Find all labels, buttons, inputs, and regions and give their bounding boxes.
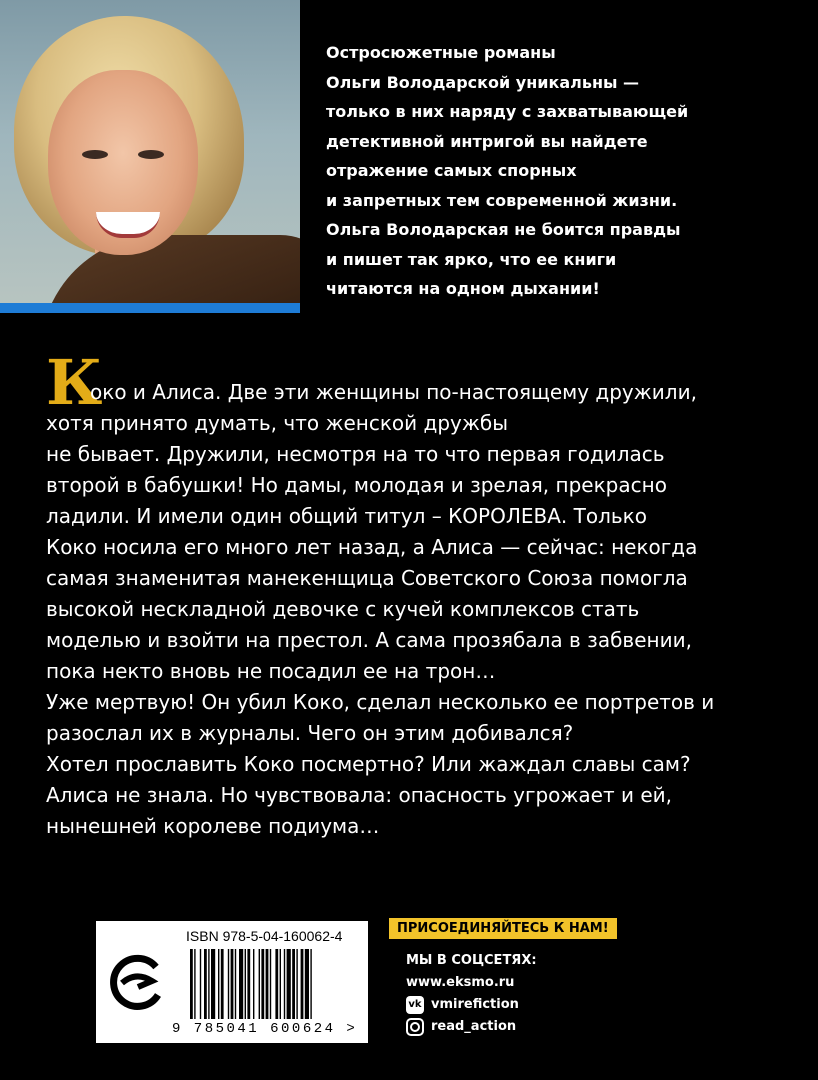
barcode-bar bbox=[259, 949, 260, 1019]
annotation-line: разослал их в журналы. Чего он этим добивался? bbox=[46, 721, 574, 745]
intro-line: Остросюжетные романы bbox=[326, 43, 556, 62]
intro-line: читаются на одном дыхании! bbox=[326, 279, 600, 298]
photo-accent-stripe bbox=[0, 303, 300, 313]
annotation-line: нынешней королеве подиума… bbox=[46, 814, 380, 838]
publisher-logo-icon bbox=[106, 951, 168, 1013]
barcode-bar bbox=[218, 949, 219, 1019]
barcode-bar bbox=[204, 949, 207, 1019]
instagram-link[interactable] bbox=[406, 1016, 537, 1038]
barcode-bar bbox=[275, 949, 278, 1019]
instagram-icon bbox=[406, 1018, 424, 1036]
annotation-line: ладили. И имели один общий титул – КОРОЛЕВА. Только bbox=[46, 504, 647, 528]
annotation-line: Уже мертвую! Он убил Коко, сделал несколько ее портретов и bbox=[46, 690, 715, 714]
author-photo bbox=[0, 0, 300, 303]
barcode-bar bbox=[194, 949, 195, 1019]
site-link[interactable]: www.eksmo.ru bbox=[406, 975, 515, 990]
barcode-bar bbox=[208, 949, 209, 1019]
barcode-bar bbox=[211, 949, 215, 1019]
barcode-bar bbox=[261, 949, 264, 1019]
vk-handle: vmirefiction bbox=[431, 997, 519, 1012]
barcode-bar bbox=[235, 949, 236, 1019]
join-us-badge: ПРИСОЕДИНЯЙТЕСЬ К НАМ! bbox=[389, 918, 617, 939]
annotation-line: Хотел прославить Коко посмертно? Или жаждал славы сам? bbox=[46, 752, 691, 776]
barcode-bar bbox=[190, 949, 193, 1019]
intro-line: отражение самых спорных bbox=[326, 161, 577, 180]
barcode-bar bbox=[280, 949, 281, 1019]
annotation-line: Коко носила его много лет назад, а Алиса — сейчас: некогда bbox=[46, 535, 698, 559]
instagram-handle: read_action bbox=[431, 1019, 517, 1034]
author-intro bbox=[326, 38, 796, 304]
barcode-bar bbox=[301, 949, 304, 1019]
barcode-bar bbox=[292, 949, 295, 1019]
barcode-bar bbox=[239, 949, 243, 1019]
vk-icon: vk bbox=[406, 996, 424, 1014]
intro-line: и пишет так ярко, что ее книги bbox=[326, 249, 617, 269]
barcode-bar bbox=[231, 949, 234, 1019]
barcode-bar bbox=[310, 949, 311, 1019]
annotation-line: не бывает. Дружили, несмотря на то что первая годилась bbox=[46, 442, 665, 466]
intro-line: Ольги Володарской уникальны — bbox=[326, 72, 640, 92]
barcode-bar bbox=[287, 949, 291, 1019]
vk-link[interactable] bbox=[406, 994, 537, 1016]
annotation-line: хотя принято думать, что женской дружбы bbox=[46, 411, 509, 435]
barcode-bar bbox=[284, 949, 285, 1019]
social-links bbox=[406, 950, 537, 1038]
barcode-bar bbox=[266, 949, 269, 1019]
barcode-bars bbox=[190, 949, 360, 1019]
barcode-bar bbox=[253, 949, 254, 1019]
annotation-line: пока некто вновь не посадил ее на трон… bbox=[46, 659, 496, 683]
annotation-line: око и Алиса. Две эти женщины по-настоящему дружили, bbox=[90, 380, 697, 404]
barcode-box bbox=[96, 921, 368, 1043]
annotation-line: Алиса не знала. Но чувствовала: опасность угрожает и ей, bbox=[46, 783, 672, 807]
barcode-bar bbox=[245, 949, 246, 1019]
intro-line: Ольга Володарская не боится правды bbox=[326, 220, 681, 239]
drop-cap: К bbox=[46, 346, 103, 419]
annotation-line: высокой нескладной девочке с кучей комплексов стать bbox=[46, 597, 640, 621]
barcode-bar bbox=[296, 949, 297, 1019]
barcode-bar bbox=[228, 949, 229, 1019]
barcode-bar bbox=[200, 949, 201, 1019]
book-annotation bbox=[46, 377, 786, 842]
intro-line: детективной интригой вы найдете bbox=[326, 131, 648, 151]
barcode-bar bbox=[247, 949, 250, 1019]
barcode-bar bbox=[305, 949, 309, 1019]
social-heading: МЫ В СОЦСЕТЯХ: bbox=[406, 953, 537, 968]
photo-eye-left bbox=[82, 150, 108, 159]
isbn-text: ISBN 978-5-04-160062-4 bbox=[186, 928, 343, 944]
photo-eye-right bbox=[138, 150, 164, 159]
annotation-line: второй в бабушки! Но дамы, молодая и зрелая, прекрасно bbox=[46, 473, 667, 497]
intro-line: и запретных тем современной жизни. bbox=[326, 190, 678, 210]
intro-line: только в них наряду с захватывающей bbox=[326, 102, 689, 121]
annotation-line: моделью и взойти на престол. А сама прозябала в забвении, bbox=[46, 628, 692, 652]
barcode-number: 9 785041 600624 > bbox=[172, 1021, 358, 1037]
barcode-bar bbox=[270, 949, 271, 1019]
barcode-bar bbox=[221, 949, 224, 1019]
annotation-line: самая знаменитая манекенщица Советского Союза помогла bbox=[46, 566, 688, 590]
